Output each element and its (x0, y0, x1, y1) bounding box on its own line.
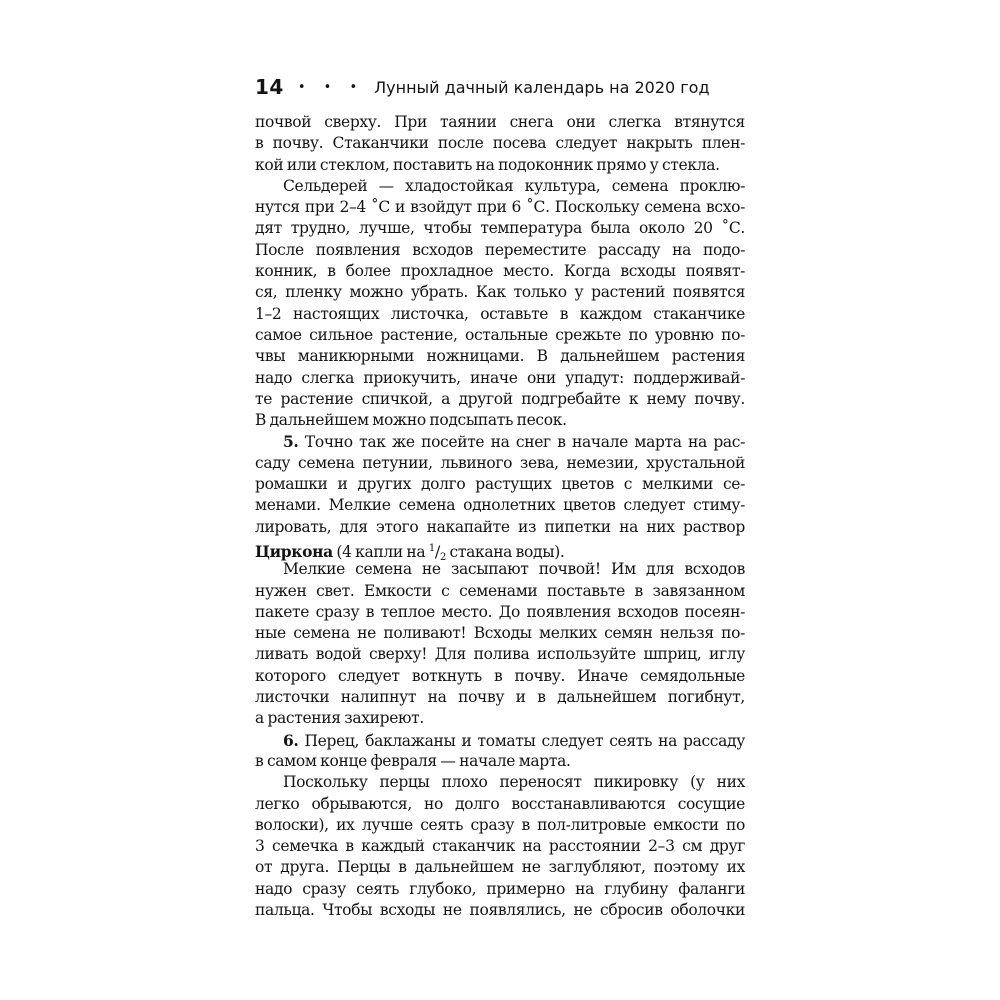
text-line: кой или стеклом, поставить на подоконник прямо у стекла. (255, 155, 720, 174)
text-line: ся, пленку можно убрать. Как только у растений появятся (255, 283, 745, 302)
fraction-denominator: 2 (439, 551, 446, 563)
text-line: почвой сверху. При таянии снега они слегка втянутся (255, 113, 745, 131)
text-line: чвы маникюрными ножницами. В дальнейшем растения (255, 347, 745, 366)
text-line: те растение спичкой, а другой подгребайте к нему почву. (255, 389, 745, 408)
text-line: в почву. Стаканчики после посева следует накрыть плен- (255, 134, 745, 153)
text-line: нужен свет. Емкости с семенами поставьте в завязанном (255, 581, 745, 600)
item-number: 6. (283, 730, 299, 750)
text-line: ромашки и других долго растущих цветов с мелкими се- (255, 475, 745, 494)
paragraph-2 (255, 176, 745, 432)
text-line: лировать, для этого накапайте из пипетки на них раствор (255, 517, 745, 536)
text-line: пальца. Чтобы всходы не появлялись, не сбросив оболочки (255, 900, 745, 919)
product-name: Циркона (255, 541, 333, 561)
text-line: надо слегка приокучить, иначе они упадут: поддерживай- (255, 368, 745, 387)
text-line: конник, в более прохладное место. Когда всходы появят- (255, 262, 745, 281)
text-line: самое сильное растение, остальные срежьте по уровню по- (255, 325, 745, 344)
text-line: Поскольку перцы плохо переносят пикировку (у них (283, 773, 745, 792)
paragraph-6 (255, 772, 745, 921)
text-line: В дальнейшем можно подсыпать песок. (255, 411, 567, 430)
text-line: нутся при 2–4 ˚С и взойдут при 6 ˚С. Поскольку семена всхо- (255, 198, 745, 217)
text-line: пакете сразу в теплое место. До появления всходов посеян- (255, 602, 745, 621)
line-text: Точно так же посейте на снег в начале марта на рас- (298, 433, 745, 452)
text-line: 1–2 настоящих листочка, оставьте в каждом стаканчике (255, 304, 745, 323)
text-line: Сельдерей — хладостойкая культура, семена проклю- (283, 176, 745, 195)
paragraph-item-5 (255, 431, 745, 563)
text-line (255, 538, 745, 563)
page-number: 14 (255, 75, 284, 99)
paragraph-1 (255, 112, 745, 176)
text-line: надо сразу сеять глубоко, примерно на глубину фаланги (255, 879, 745, 898)
body-text (255, 112, 745, 921)
line-text: стакана воды). (445, 542, 565, 561)
text-line: а растения захиреют. (255, 709, 424, 728)
item-number: 5. (283, 432, 299, 452)
fraction-slash: / (434, 541, 440, 561)
text-line: дят трудно, лучше, чтобы температура была около 20 ˚С. (255, 219, 745, 238)
text-line: 3 семечка в каждый стаканчик на расстоянии 2–3 см друг (255, 837, 745, 856)
text-line: ливать водой сверху! Для полива используйте шприц, иглу (255, 645, 745, 664)
paragraph-4 (255, 559, 745, 729)
text-line: которого следует воткнуть в почву. Иначе семядольные (255, 666, 745, 685)
text-line: волоски), их лучше сеять сразу в пол-литровые емкости по (255, 815, 745, 834)
book-title: Лунный дачный календарь на 2020 год (374, 77, 710, 97)
text-line: легко обрываются, но долго восстанавливаются сосущие (255, 794, 745, 813)
line-text: (4 капли на (332, 542, 429, 561)
text-line: Мелкие семена не засыпают почвой! Им для всходов (283, 560, 745, 579)
book-page (255, 70, 745, 921)
text-line: от друга. Перцы в дальнейшем не заглубляют, поэтому их (255, 858, 745, 877)
text-line: в самом конце февраля — начале марта. (255, 751, 571, 770)
fraction-numerator: 1 (428, 542, 435, 554)
line-text: Перец, баклажаны и томаты следует сеять на рассаду (298, 731, 745, 750)
text-line (255, 730, 745, 751)
header-dots: • • • (297, 79, 365, 95)
text-line (255, 431, 745, 452)
text-line: менами. Мелкие семена однолетних цветов следует стиму- (255, 496, 745, 515)
running-head (255, 70, 745, 104)
text-line: саду семена петунии, львиного зева, немезии, хрустальной (255, 453, 745, 472)
text-line: листочки налипнут на почву и в дальнейшем погибнут, (255, 688, 745, 707)
paragraph-item-6 (255, 730, 745, 773)
text-line: После появления всходов переместите рассаду на подо- (255, 240, 745, 259)
text-line: ные семена не поливают! Всходы мелких семян нельзя по- (255, 624, 745, 643)
